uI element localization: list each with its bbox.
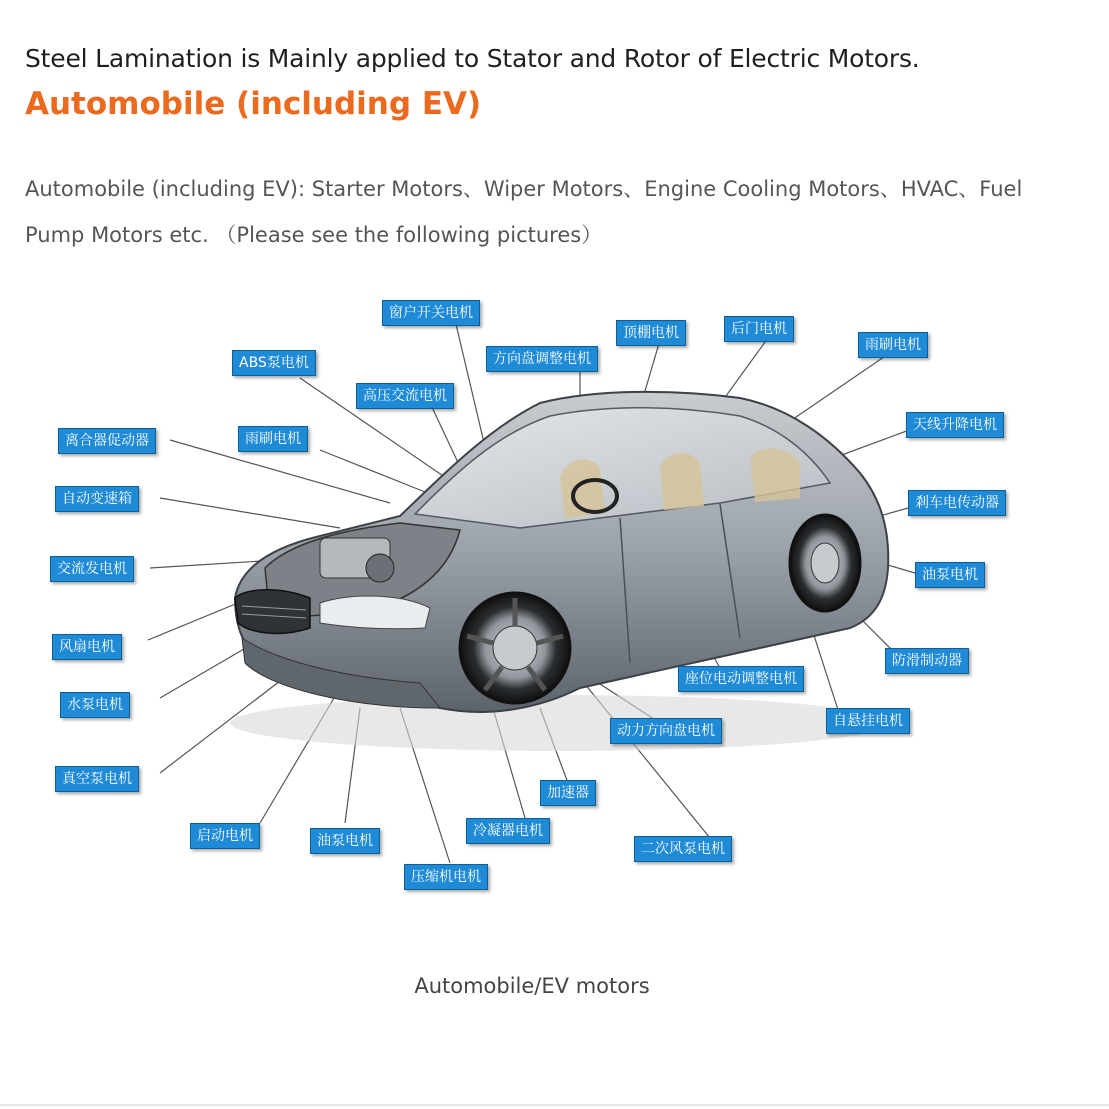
description-text: Automobile (including EV): Starter Motors、Wiper Motors、Engine Cooling Motors、HVAC、Fuel Pump Motors etc. （Please see the following pictures） (25, 177, 1023, 247)
label-antenna-motor: 天线升降电机 (906, 412, 1004, 438)
label-hv-ac-motor: 高压交流电机 (356, 383, 454, 409)
label-power-steering-motor: 动力方向盘电机 (610, 718, 722, 744)
label-automatic-transmission: 自动变速箱 (55, 486, 139, 512)
label-brake-actuator: 剎车电传动器 (908, 490, 1006, 516)
label-condenser-motor: 冷凝器电机 (466, 818, 550, 844)
automobile-motors-figure (20, 268, 1050, 928)
label-seat-adjust-motor: 座位电动调整电机 (678, 666, 804, 692)
label-wiper-motor-rear: 雨刷电机 (858, 332, 928, 358)
label-accelerator: 加速器 (540, 780, 596, 806)
figure-caption: Automobile/EV motors (414, 974, 650, 998)
label-alternator: 交流发电机 (50, 556, 134, 582)
label-anti-skid-brake: 防滑制动器 (885, 648, 969, 674)
label-compressor-motor: 压缩机电机 (404, 864, 488, 890)
label-fan-motor: 风扇电机 (52, 634, 122, 660)
label-water-pump-motor: 水泵电机 (60, 692, 130, 718)
label-window-motor: 窗户开关电机 (382, 300, 480, 326)
label-rear-door-motor: 后门电机 (724, 316, 794, 342)
intro-text: Steel Lamination is Mainly applied to Stator and Rotor of Electric Motors. (25, 44, 920, 73)
label-secondary-air-pump-motor: 二次风泵电机 (634, 836, 732, 862)
bottom-divider (0, 1104, 1109, 1106)
label-suspension-motor: 自悬挂电机 (826, 708, 910, 734)
label-sunroof-motor: 顶棚电机 (616, 320, 686, 346)
label-wiper-motor-front: 雨刷电机 (238, 426, 308, 452)
section-title: Automobile (including EV) (25, 86, 482, 122)
label-steering-adjust-motor: 方向盘调整电机 (486, 346, 598, 372)
label-fuel-pump-motor-front: 油泵电机 (310, 828, 380, 854)
label-starter-motor: 启动电机 (190, 823, 260, 849)
label-fuel-pump-motor-rear: 油泵电机 (915, 562, 985, 588)
label-abs-pump-motor: ABS泵电机 (232, 350, 316, 376)
label-clutch-actuator: 离合器促动器 (58, 428, 156, 454)
label-vacuum-pump-motor: 真空泵电机 (55, 766, 139, 792)
